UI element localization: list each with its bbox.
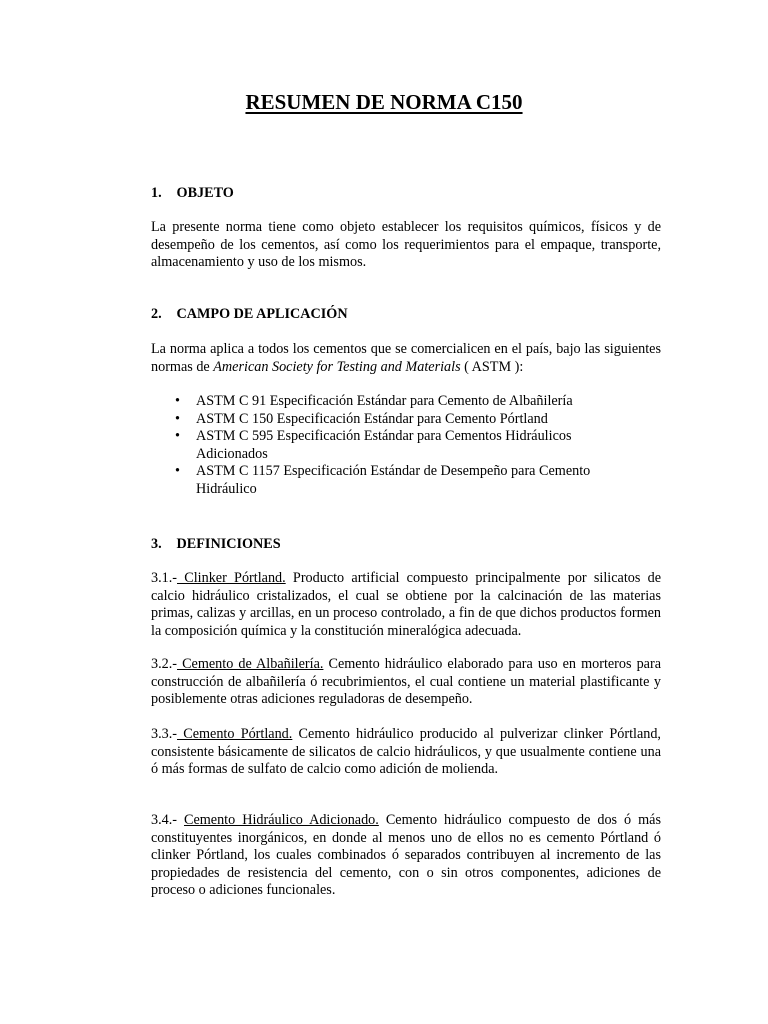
definition-clinker-portland	[151, 570, 661, 640]
definition-cemento-albanileria	[151, 656, 661, 709]
list-item	[151, 463, 661, 498]
section-title: CAMPO DE APLICACIÓN	[176, 306, 348, 322]
definition-term: Cemento Pórtland.	[177, 726, 293, 742]
paragraph-text-end: ( ASTM ):	[460, 358, 524, 375]
bullet-icon: •	[175, 410, 180, 427]
paragraph-text: La norma aplica a todos los cementos que se comercialicen en el país, bajo las siguientes normas de	[151, 341, 661, 375]
definition-text: Cemento hidráulico compuesto de dos ó más constituyentes inorgánicos, en donde al menos uno de ellos no es cemento Pórtland ó clinker Pórtland, los cuales combinados ó separados contribuyen al incremento de las propiedades de resistencia del cemento, con o sin otros componentes, adiciones de proceso o adiciones funcionales.	[151, 812, 661, 899]
section-heading-campo	[151, 305, 661, 323]
list-item-text: ASTM C 91 Especificación Estándar para Cemento de Albañilería	[196, 393, 573, 409]
bullet-icon: •	[175, 463, 180, 480]
list-item-text-continued: Adicionados	[196, 445, 268, 462]
list-item-text-continued: Hidráulico	[196, 480, 257, 497]
definition-number: 3.2.-	[151, 656, 178, 672]
definition-number: 3.1.-	[151, 570, 178, 586]
definition-text: Producto artificial compuesto principalmente por silicatos de calcio hidráulico cristalizados, el cual se obtiene por la calcinación de las materias primas, calizas y arcillas, en un proceso controlado, a fin de que dichos productos formen la composición química y la constitución mineralógica adecuada.	[151, 570, 662, 639]
section-heading-objeto	[151, 184, 661, 202]
definition-term: Cemento Hidráulico Adicionado.	[184, 812, 379, 828]
definition-term: Clinker Pórtland.	[177, 570, 286, 586]
section-paragraph-campo	[151, 341, 661, 376]
list-item-text: ASTM C 595 Especificación Estándar para Cementos Hidráulicos	[196, 428, 572, 445]
section-number: 2.	[151, 306, 162, 322]
definition-text: Cemento hidráulico producido al pulverizar clinker Pórtland, consistente básicamente de silicatos de calcio hidráulicos, y que usualmente contiene una ó más formas de sulfato de calcio como adición de molienda.	[151, 726, 661, 778]
definition-number: 3.3.-	[151, 726, 178, 742]
section-title: DEFINICIONES	[176, 536, 281, 552]
bullet-icon: •	[175, 393, 180, 409]
section-number: 1.	[151, 185, 162, 201]
list-item	[151, 428, 661, 463]
list-item	[151, 411, 661, 429]
definition-cemento-portland	[151, 726, 661, 779]
standards-list	[151, 393, 661, 499]
document-title: RESUMEN DE NORMA C150	[245, 90, 523, 114]
list-item-text: ASTM C 1157 Especificación Estándar de Desempeño para Cemento	[196, 463, 591, 480]
definition-number: 3.4.-	[151, 812, 184, 828]
section-heading-definiciones	[151, 535, 661, 553]
definition-term: Cemento de Albañilería.	[177, 656, 324, 672]
organization-name: American Society for Testing and Materials	[213, 358, 461, 375]
definition-text: Cemento hidráulico elaborado para uso en morteros para construcción de albañilería ó recubrimientos, el cual contiene un material plastificante y posiblemente otras adiciones reguladoras de desempeño.	[151, 656, 661, 708]
list-item	[151, 393, 661, 411]
definition-cemento-hidraulico-adicionado	[151, 812, 661, 900]
bullet-icon: •	[175, 428, 180, 445]
section-number: 3.	[151, 536, 162, 552]
section-title: OBJETO	[176, 185, 234, 201]
list-item-text: ASTM C 150 Especificación Estándar para Cemento Pórtland	[196, 410, 548, 427]
section-paragraph-objeto: La presente norma tiene como objeto establecer los requisitos químicos, físicos y de desempeño de los cementos, así como los requerimientos para el empaque, transporte, almacenamiento y uso de los mismos.	[151, 219, 661, 271]
